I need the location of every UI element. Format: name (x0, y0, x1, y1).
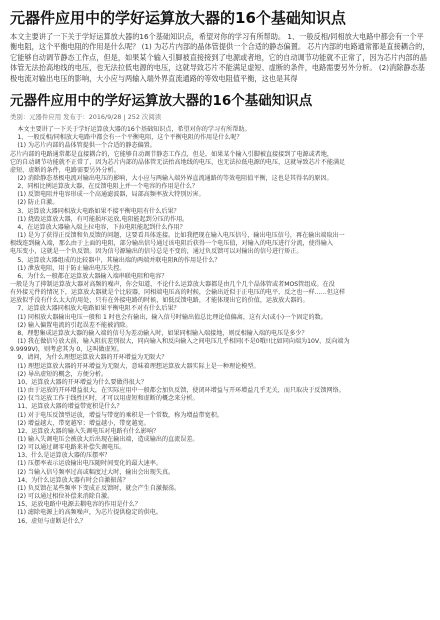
body-line: (1) 负反馈在某些频率下变成正反馈时，就会产生自激振荡。 (17, 484, 181, 492)
body-line: 7、运算放大器同相放大电路如果平衡电阻不对有什么后果？ (17, 305, 180, 313)
body-line: (2) 可以通过调零电路来补偿失调电压。 (17, 444, 126, 452)
body-line: (1) 反馈电阻并电容形成一个高通滤波器，局部高频率放大特别厉害。 (17, 191, 205, 199)
body-line: 16、虚短与虚断是什么？ (17, 517, 87, 525)
body-line: (1) 输入失调电压会被放大后出现在输出端，造成输出的直流误差。 (17, 435, 199, 443)
body-line: (1) 为芯片内部的晶体管提供一个合适的静态偏置。 (17, 142, 156, 150)
body-line: 它的自动调节功能就不正常了，因为芯片内部的晶体管无法抬高地线的电压，也无法拉低电源的电压，这就导致芯片不能满足 (10, 158, 346, 166)
body-line: (2) 导出虚短的概念，方便分析。 (17, 370, 108, 378)
body-line: (1) 我在做信号放大前，输入阻抗差别很大，同向输入和反向输入之间电压几乎相同(不是0哦!!比如同向端为10V，反向端为 (17, 338, 350, 346)
body-line: (2) 仅当运放工作于线性区时，才可以用虚短和虚断的概念来分析。 (17, 395, 199, 403)
body-line: (2) 消除静态基极电流对输出电压的影响，大小应与两输入端外界直流通路的等效电阻值平衡，这也是其得名的原因。 (17, 174, 333, 182)
body-line: (1) 泄放电阻，用于防止输出电压失控。 (17, 264, 126, 272)
body-line: (1) 由于运放的开环增益很大，在实际应用中一般都会加负反馈，使闭环增益与开环增益几乎无关，而只取决于反馈网络。 (17, 387, 345, 395)
article-meta: 类别：元器件应用 发布于：2016/9/28 | 252 次阅读 (10, 113, 162, 122)
article-title: 元器件应用中的学好运算放大器的16个基础知识点 (10, 93, 313, 110)
body-line: 电压变小，这就是一个负反馈。因为信号源输出的信号总是不变的，通过负反馈可以对输出的信号进行矫正。 (10, 248, 303, 256)
body-line: 运放似乎没有什么太大的用处，只有在外接电路的时候，如低反馈电路，才能体现出它的价值，运放放大器的。 (10, 297, 309, 305)
body-line: 4、在运算放大器输入端上拉电容，下拉电阻能起到什么作用？ (17, 223, 186, 231)
body-line: (2) 增益越大，带宽越窄；增益越小，带宽越宽。 (17, 419, 150, 427)
body-line: 9.9999V)，则考虑其为 0，这叫做虚短。 (10, 346, 123, 354)
body-line: 13、什么是运算放大器的压摆率？ (17, 452, 111, 460)
page-title: 元器件应用中的学好运算放大器的16个基础知识点 (10, 9, 346, 27)
body-line: 8、理想集成运算放大器的输入端的信号为差动输入时，如果同相输入端接地，则反相输入端的电压是多少？ (17, 329, 308, 337)
intro-paragraph: 本文主要讲了一下关于学好运算放大器的16个基础知识点，希望对你的学习有所帮助。 1、一般反相/同相放大电路中都会有一个平衡电阻，这个平衡电阻的作用是什么呢？ (1) 为芯片内部的晶体管提供一个合适的静态偏置。 芯片内部的电路通常都是直接耦合的，它能够自动调节静态工作点，但是，如果某个输入引脚被直接接到了电源或者地，它的自动调节功能就不正常了，因为芯片内部的晶体管无法抬高地线的电压，也无法拉低电源的电压，这就导致芯片不能满足虚短、虚断的条件，电路需要另外分析。 (2)消除静态基极电流对输出电压的影响，大小应与两输入端外界直流通路的等效电阻值平衡，这也是其得 (10, 32, 430, 83)
body-line: (2) 输入偏置电流的引起误差不能被消除。 (17, 321, 132, 329)
body-line: (2) 防止自激。 (17, 199, 59, 207)
body-line: (1) 滤除电源上的高频噪声，为芯片提供稳定的供电。 (17, 509, 162, 517)
body-line: 10、运算放大器的开环增益为什么要做得很大？ (17, 378, 147, 386)
body-line: 9、请问，为什么理想运算放大器的开环增益为无限大？ (17, 354, 168, 362)
body-line: (2) 当输入信号频率过高或幅度过大时，输出会出现失真。 (17, 468, 175, 476)
body-line: 2、同相比例运算放大器，在反馈电阻上并一个电容的作用是什么？ (17, 183, 198, 191)
body-line: 3、运算放大器同相放大电路如果不接平衡电阻有什么后果？ (17, 207, 180, 215)
body-line: 芯片内部的电路通常都是直接耦合的，它能够自动调节静态工作点，但是，如果某个输入引脚被直接接到了电源或者地， (10, 150, 333, 158)
body-line: 12、运算放大器的输入失调电压对电路有什么影响？ (17, 427, 160, 435)
body-line: (1) 烧毁运算放大器，有可能损坏运放,电阻能起到分压的作用。 (17, 215, 189, 223)
body-line: 15、运放电路中电源去耦电容的作用是什么？ (17, 501, 141, 509)
body-line: (2) 可以通过相位补偿来消除自激。 (17, 493, 114, 501)
body-line: (1) 压摆率表示运放输出电压随时间变化的最大速率。 (17, 460, 162, 468)
body-line: 5、运算放大器组成的比较器中，其输出端的两端并联电阻R的作用是什么？ (17, 256, 221, 264)
article-body (10, 126, 430, 526)
body-line: (1) 是为了获得正反馈和负反馈的问题，这要看具体连接。比如我把现在输入电压信号，输出电压信号，再在输出端取出一 (17, 232, 345, 240)
body-line: (1) 对于电压反馈型运放，增益与带宽的乘积是一个常数，称为增益带宽积。 (17, 411, 223, 419)
body-line: 一般是为了抑制运算放大器对高频的噪声，你会知道，不论什么运算放大器都是由几个几个晶体管或者MOS管组成。在没 (10, 281, 335, 288)
body-line: 虚短、虚断的条件，电路需要另外分析。 (10, 166, 120, 174)
body-line: (1) 理想运算放大器的开环增益为无限大，意味着理想运算放大器实际上是一种理论模型。 (17, 362, 260, 370)
body-line: 有外接元件的情况下，运算放大器就是个比较器，同相端电压高的时候，会输出近似于正电压的电平，反之也一样……但这样 (10, 289, 346, 297)
body-line: 6、为什么一般都在运算放大器输入端串联电阻和电容？ (17, 272, 168, 280)
body-line: 1、一般反相/同相放大电路中都会有一个平衡电阻，这个平衡电阻的作用是什么呢？ (17, 134, 243, 142)
body-line: 14、为什么运算放大器有时会自激振荡？ (17, 476, 129, 484)
body-line: 根线连到输入端，那么由于上面的电阻，部分输出信号通过该电阻后获得一个电压值，对输入的电压进行分流，使得输入 (10, 240, 333, 248)
body-line: (1) 同相放大器输出电压一般和 1 时也会有输出，输入信号时输出值总比理论值偏离，这有大(或小)一个固定的数。 (17, 313, 327, 321)
body-line: 11、运算放大器的增益带宽积是什么？ (17, 403, 123, 411)
body-line: 本文主要讲了一下关于学好运算放大器的16个基础知识点，希望对你的学习有所帮助。 (17, 126, 251, 134)
